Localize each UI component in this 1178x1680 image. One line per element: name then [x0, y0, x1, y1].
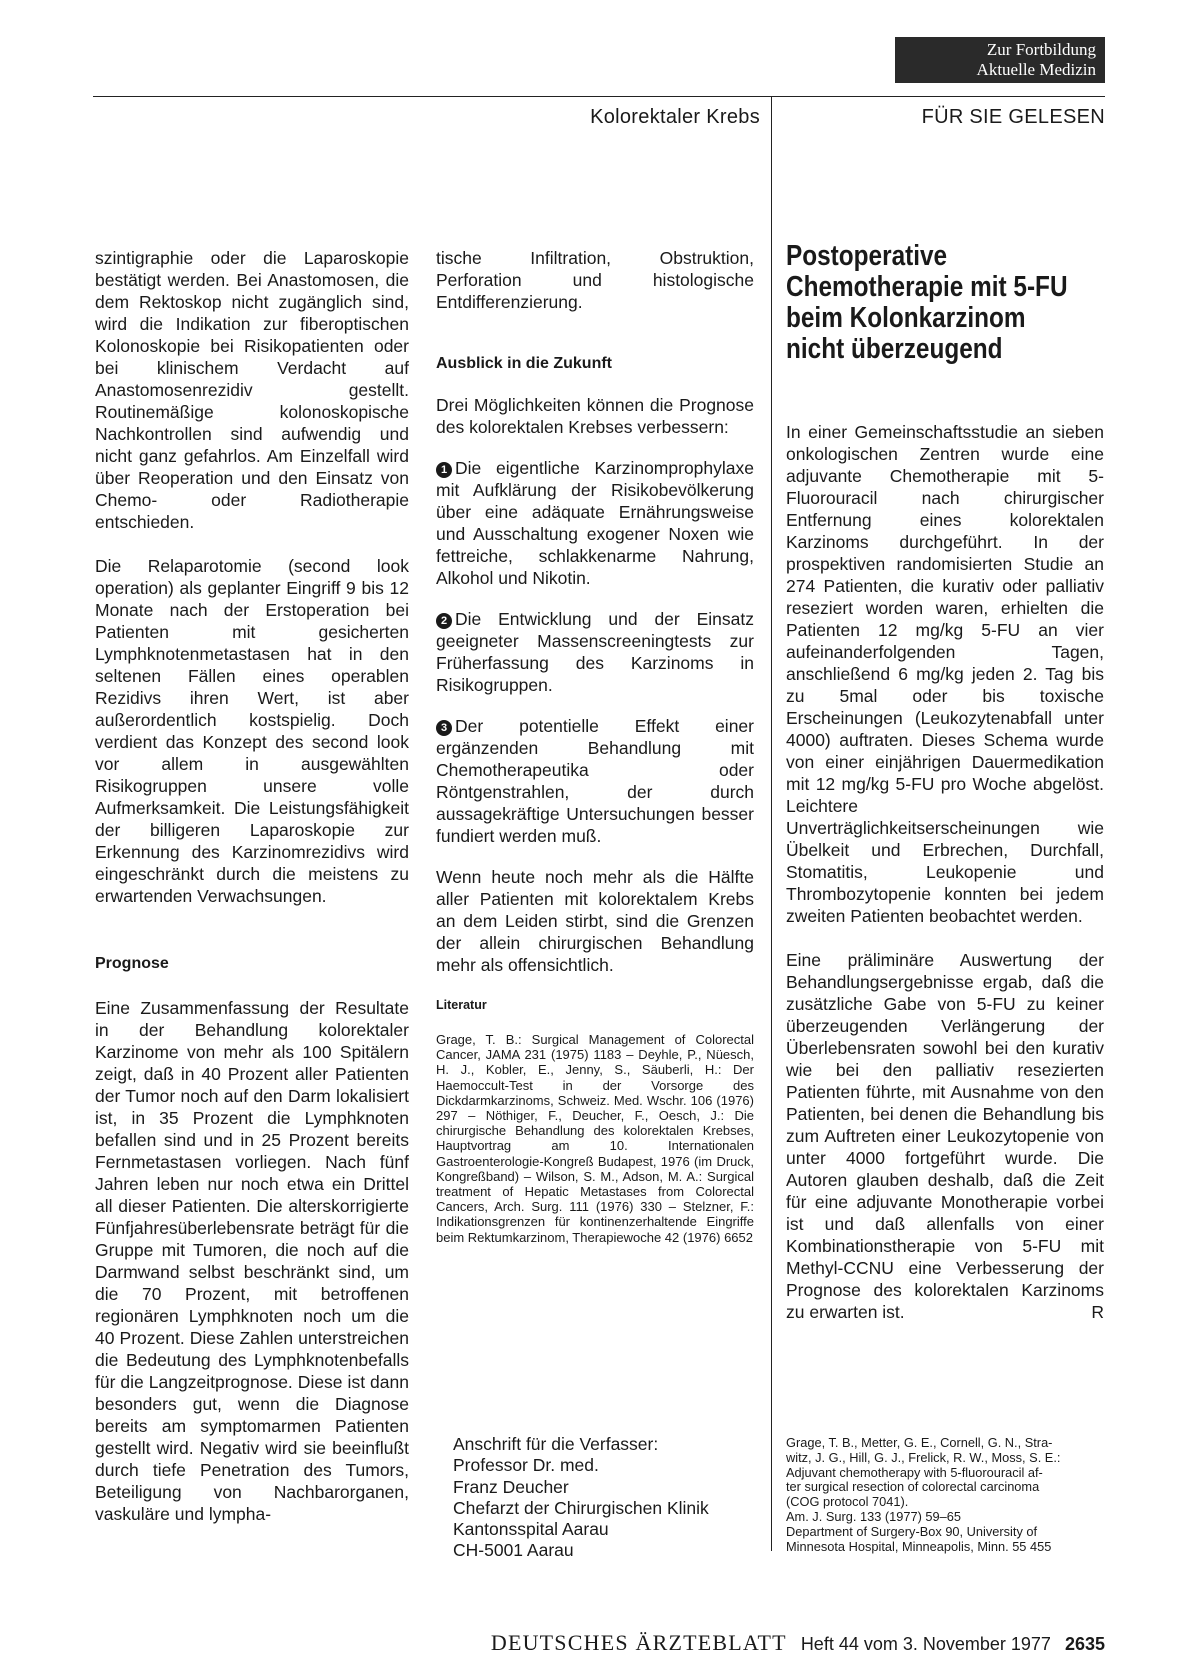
- section-title-right: FÜR SIE GELESEN: [921, 106, 1105, 128]
- author-address: [453, 1434, 763, 1562]
- author-initial: R: [1091, 1302, 1104, 1322]
- list-item-text: Der potentielle Effekt einer ergänzenden Behandlung mit Chemotherapeutika oder Röntgenstrahlen, der durch aussagekräftige Untersuchungen besser fundiert werden muß.: [436, 716, 754, 846]
- column-divider: [771, 96, 772, 1551]
- column-1: [95, 247, 409, 1525]
- paragraph: Eine Zusammenfassung der Resultate in der Behandlung kolorektaler Karzinome von mehr als 100 Spitälern zeigt, daß in 40 Prozent aller Patienten der Tumor noch auf den Darm lokalisiert ist, in 35 Prozent die Lymphknoten befallen sind und in 25 Prozent bereits Fernmetastasen vorliegen. Nach fünf Jahren leben nur noch etwa ein Drittel all dieser Patienten. Die alterskorrigierte Fünfjahresüberlebensrate beträgt für die Gruppe mit Tumoren, die noch auf die Darmwand selbst beschränkt sind, um die 70 Prozent, mit betroffenen regionären Lymphknoten noch um die 40 Prozent. Diese Zahlen unterstreichen die Bedeutung des Lymphknotenbefalls für die Langzeitprognose. Diese ist dann besonders gut, wenn die Diagnose bereits am symptomarmen Patienten gestellt wird. Negativ wird sie beeinflußt durch tiefe Penetration des Tumors, Beteiligung von Nachbarorganen, vaskuläre und lympha-: [95, 998, 409, 1524]
- column-3: [786, 421, 1104, 1323]
- address-line: Anschrift für die Verfasser:: [453, 1434, 659, 1454]
- headline-line: beim Kolonkarzinom: [786, 302, 1026, 334]
- paragraph: Drei Möglichkeiten können die Prognose des kolorektalen Krebses verbessern:: [436, 395, 754, 437]
- address-line: Professor Dr. med.: [453, 1455, 599, 1476]
- literature-heading: Literatur: [436, 998, 487, 1012]
- reference-block: [786, 1436, 1104, 1554]
- literature-text: Grage, T. B.: Surgical Management of Colorectal Cancer, JAMA 231 (1975) 1183 – Deyhle, P., Nüesch, H. J., Kobler, E., Jenny, S., Säuberli, H.: Der Haemoccult-Test in der Vorsorge des Dickdarmkarzinoms, Schweiz. Med. Wschr. 106 (1976) 297 – Nöthiger, F., Deucher, F., Oesch, J.: Die chirurgische Behandlung des kolorektalen Krebses, Hauptvortrag am 10. Internationalen Gastroenterologie-Kongreß Budapest, 1976 (im Druck, Kongreßband) – Wilson, S. M., Adson, M. A.: Surgical treatment of Hepatic Metastases from Colorectal Cancers, Arch. Surg. 111 (1976) 330 – Stelzner, F.: Indikationsgrenzen für kontinenzerhaltende Eingriffe beim Rektumkarzinom, Therapiewoche 42 (1976) 6652: [436, 1032, 754, 1245]
- address-line: Franz Deucher: [453, 1476, 569, 1497]
- reference-line: ter surgical resection of colorectal carcinoma: [786, 1479, 1040, 1495]
- number-bullet-icon: 3: [436, 720, 452, 736]
- address-line: Kantonsspital Aarau: [453, 1519, 609, 1540]
- column-2: [436, 247, 754, 1245]
- header-rule: [93, 96, 1105, 97]
- paragraph: tische Infiltration, Obstruktion, Perforation und histologische Entdifferenzierung.: [436, 248, 754, 312]
- list-item: [436, 715, 754, 847]
- reference-line: Grage, T. B., Metter, G. E., Cornell, G. N., Stra-: [786, 1435, 1053, 1450]
- magazine-name: DEUTSCHES ÄRZTEBLATT: [490, 1630, 787, 1655]
- reference-line: (COG protocol 7041).: [786, 1494, 909, 1510]
- badge-line-2: Aktuelle Medizin: [976, 60, 1096, 79]
- paragraph: szintigraphie oder die Laparoskopie bestätigt werden. Bei Anastomosen, die dem Rektoskop nicht zugänglich sind, wird die Indikation zur fiberoptischen Kolonoskopie bei Risikopatienten oder bei klinischem Verdacht auf Anastomosenrezidiv gestellt. Routinemäßige kolonoskopische Nachkontrollen sind aufwendig und nicht ganz gefahrlos. Am Einzelfall wird über Reoperation und den Einsatz von Chemo- oder Radiotherapie entschieden.: [95, 248, 409, 532]
- reference-line: Am. J. Surg. 133 (1977) 59–65: [786, 1508, 961, 1524]
- paragraph-text: Eine präliminäre Auswertung der Behandlungsergebnisse ergab, daß die zusätzliche Gabe von 5-FU zu keiner überzeugenden Verlängerung der Überlebensraten sowohl bei den kurativ wie bei den palliativ resezierten Patienten führte, mit Ausnahme von den Patienten, bei denen die Behandlung bis zum Auftreten einer Leukozytopenie von unter 4000 fortgeführt wurde. Die Autoren glauben deshalb, daß die Zeit für eine adjuvante Monotherapie vorbei ist und daß allenfalls von einer Kombinationstherapie von 5-FU mit Methyl-CCNU eine Verbesserung der Prognose des kolorektalen Karzinoms zu erwarten ist.: [786, 950, 1104, 1322]
- list-item: [436, 608, 754, 696]
- headline-line: Postoperative: [786, 240, 948, 272]
- category-badge: [895, 37, 1105, 83]
- reference-line: Minnesota Hospital, Minneapolis, Minn. 55 455: [786, 1538, 1052, 1554]
- reference-line: Adjuvant chemotherapy with 5-fluorouracil af-: [786, 1464, 1043, 1480]
- address-line: Chefarzt der Chirurgischen Klinik: [453, 1497, 709, 1518]
- badge-line-1: Zur Fortbildung: [986, 40, 1096, 59]
- reference-line: witz, J. G., Hill, G. J., Frelick, R. W., Moss, S. E.:: [786, 1449, 1061, 1465]
- article-headline: [786, 241, 1105, 365]
- paragraph: Die Relaparotomie (second look operation) als geplanter Eingriff 9 bis 12 Monate nach der Erstoperation bei Patienten mit gesicherten Lymphknotenmetastasen hat in den seltenen Fällen eines operablen Rezidivs ihren Wert, ist aber außerordentlich kostspielig. Doch verdient das Konzept des second look vor allem in ausgewählten Risikogruppen unsere volle Aufmerksamkeit. Die Leistungsfähigkeit der billigeren Laparoskopie zur Erkennung des Karzinomrezidivs wird eingeschränkt durch die meistens zu erwartenden Verwachsungen.: [95, 556, 409, 906]
- paragraph: [786, 949, 1104, 1323]
- section-heading-prognose: Prognose: [95, 955, 169, 972]
- page-footer: [425, 1630, 1105, 1656]
- list-item: [436, 457, 754, 589]
- list-item-text: Die eigentliche Karzinomprophylaxe mit Aufklärung der Risikobevölkerung über eine adäquate Ernährungsweise und Ausschaltung exogener Noxen wie fettreiche, schlakkenarme Nahrung, Alkohol und Nikotin.: [436, 458, 754, 588]
- reference-line: Department of Surgery-Box 90, University of: [786, 1523, 1038, 1539]
- paragraph: In einer Gemeinschaftsstudie an sieben onkologischen Zentren wurde eine adjuvante Chemotherapie mit 5-Fluorouracil nach chirurgischer Entfernung eines kolorektalen Karzinoms durchgeführt. In der prospektiven randomisierten Studie an 274 Patienten, die kurativ oder palliativ reseziert worden waren, erhielten die Patienten 12 mg/kg 5-FU an vier aufeinanderfolgenden Tagen, anschließend 6 mg/kg jeden 2. Tag bis zu 5mal oder bis toxische Erscheinungen (Leukozytenabfall unter 4000) auftraten. Dieses Schema wurde von einer einjährigen Dauermedikation mit 12 mg/kg 5-FU pro Woche abgelöst. Leichtere Unverträglichkeitserscheinungen wie Übelkeit und Erbrechen, Durchfall, Stomatitis, Leukopenie und Thrombozytopenie konnten bei jedem zweiten Patienten beobachtet werden.: [786, 422, 1104, 926]
- section-title-left: Kolorektaler Krebs: [590, 106, 760, 128]
- address-line: CH-5001 Aarau: [453, 1540, 574, 1561]
- headline-line: nicht überzeugend: [786, 333, 1003, 365]
- headline-line: Chemotherapie mit 5-FU: [786, 271, 1068, 303]
- number-bullet-icon: 2: [436, 613, 452, 629]
- number-bullet-icon: 1: [436, 462, 452, 478]
- list-item-text: Die Entwicklung und der Einsatz geeigneter Massenscreeningtests zur Früherfassung des Karzinoms in Risikogruppen.: [436, 609, 754, 695]
- issue-info: Heft 44 vom 3. November 1977: [800, 1634, 1051, 1654]
- paragraph: Wenn heute noch mehr als die Hälfte aller Patienten mit kolorektalem Krebs an dem Leiden stirbt, sind die Grenzen der allein chirurgischen Behandlung mehr als offensichtlich.: [436, 867, 754, 975]
- section-heading-ausblick: Ausblick in die Zukunft: [436, 355, 613, 372]
- page-number: 2635: [1064, 1634, 1105, 1654]
